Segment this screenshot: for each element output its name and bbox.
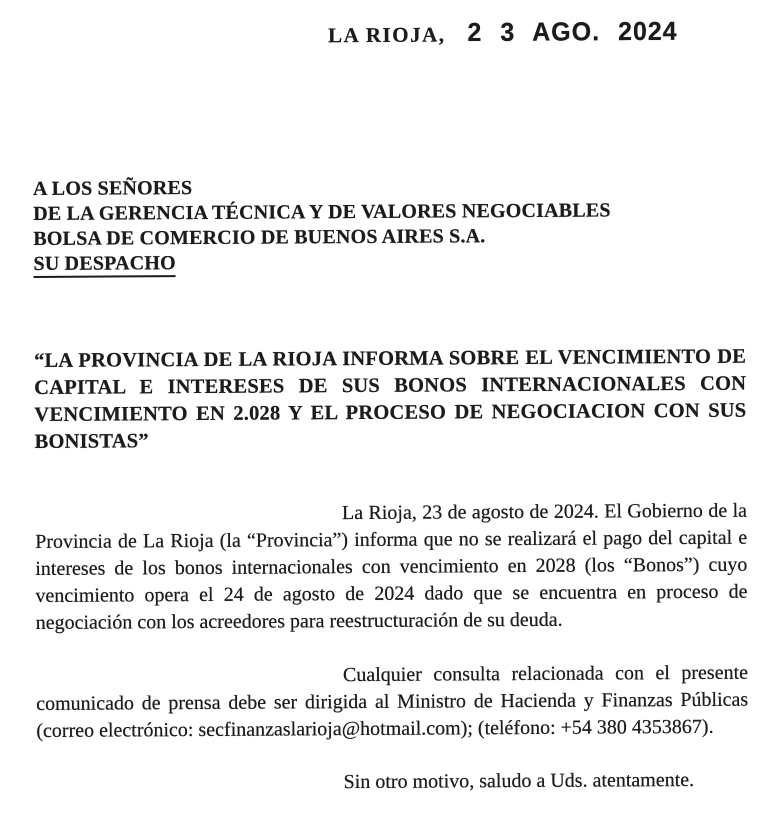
dateline-place: LA RIOJA, — [328, 22, 446, 48]
body-paragraph-announcement: La Rioja, 23 de agosto de 2024. El Gobierno de la Provincia de La Rioja (la “Provincia”) informa que no se realizará el pago del capital e intereses de los bonos internacionales con vencimiento en 2028 (los “Bonos”) cuyo vencimiento opera el 24 de agosto de 2024 dado que se encuentra en proceso de negociación con los acreedores para reestructuración de su deuda. — [35, 499, 748, 634]
date-stamp: 2 3 AGO. 2024 — [467, 16, 678, 48]
recipient-line-despacho — [33, 248, 745, 278]
recipient-line-gerencia: DE LA GERENCIA TÉCNICA Y DE VALORES NEGOCIABLES — [33, 199, 611, 225]
su-despacho-label: SU DESPACHO — [33, 252, 176, 278]
dateline — [32, 18, 744, 51]
recipient-block — [33, 173, 746, 278]
closing-line: Sin otro motivo, saludo a Uds. atentamente. — [343, 768, 695, 794]
recipient-line-bolsa: BOLSA DE COMERCIO DE BUENOS AIRES S.A. — [33, 225, 486, 250]
body-paragraph-contact: Cualquier consulta relacionada con el presente comunicado de prensa debe ser dirigida al Ministro de Hacienda y Finanzas Públicas (correo electrónico: secfinanzaslarioja@hotmail.com); (teléfono: +54 380 4353867). — [36, 661, 749, 742]
letter-content — [32, 18, 749, 798]
recipient-line-senores: A LOS SEÑORES — [32, 177, 193, 200]
subject-heading: “LA PROVINCIA DE LA RIOJA INFORMA SOBRE EL VENCIMIENTO DE CAPITAL E INTERESES DE SUS BONOS INTERNACIONALES CON VENCIMIENTO EN 2.028 Y EL PROCESO DE NEGOCIACION CON SUS BONISTAS” — [34, 345, 747, 453]
